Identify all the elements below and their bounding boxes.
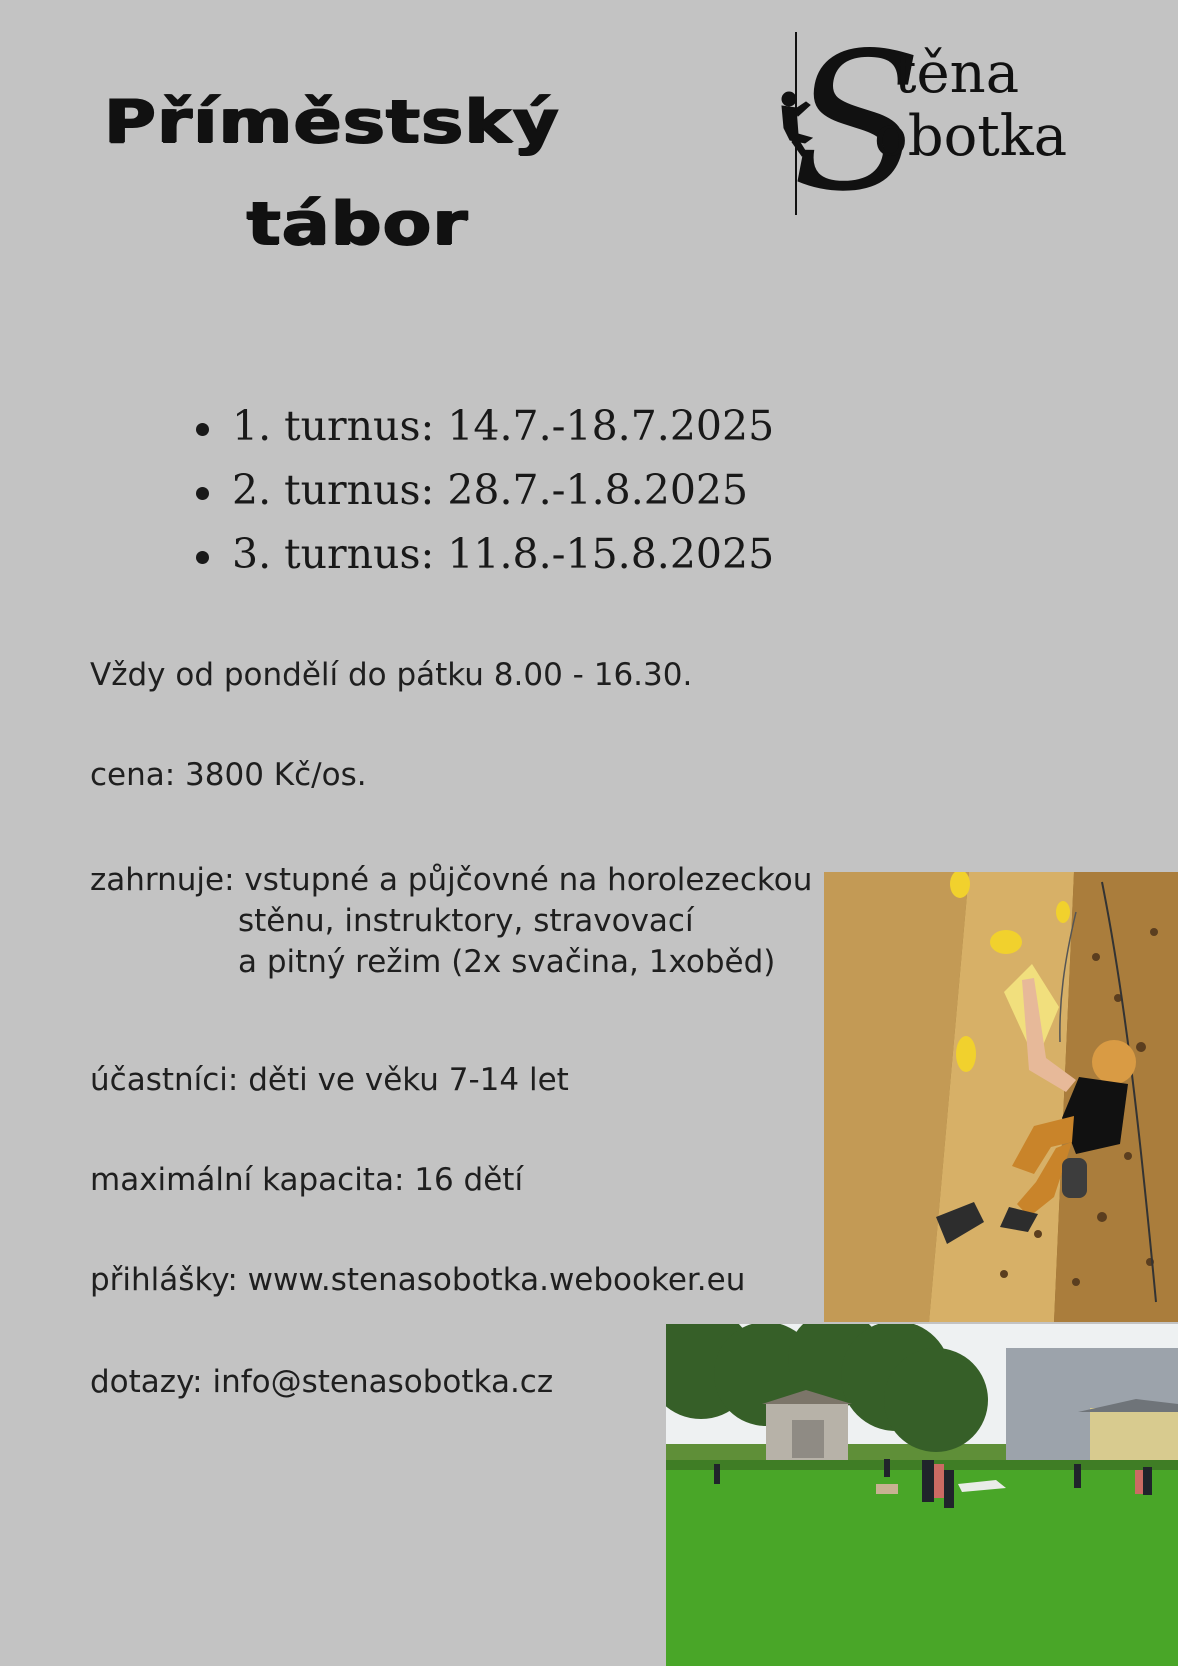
logo-word-2: obotka <box>874 104 1068 169</box>
schedule-text: Vždy od pondělí do pátku 8.00 - 16.30. <box>90 657 693 693</box>
questions-text: dotazy: info@stenasobotka.cz <box>90 1364 554 1400</box>
climbing-photo <box>824 872 1178 1322</box>
participants-text: účastníci: děti ve věku 7-14 let <box>90 1062 569 1098</box>
logo-letter-s: S <box>792 12 923 230</box>
title-line-1: Příměstský <box>104 87 561 157</box>
term-item-2: 2. turnus: 28.7.-1.8.2025 <box>196 464 774 516</box>
page-title <box>104 87 859 259</box>
title-line-2: tábor <box>246 189 469 259</box>
logo <box>772 10 1162 230</box>
includes-line-3: a pitný režim (2x svačina, 1xoběd) <box>238 944 776 980</box>
term-item-3: 3. turnus: 11.8.-15.8.2025 <box>196 528 774 580</box>
includes-text <box>90 860 812 983</box>
term-list <box>196 400 774 592</box>
outdoor-photo <box>666 1324 1178 1666</box>
includes-line-1: zahrnuje: vstupné a půjčovné na horolezeckou <box>90 862 813 898</box>
term-item-1: 1. turnus: 14.7.-18.7.2025 <box>196 400 774 452</box>
price-text: cena: 3800 Kč/os. <box>90 757 367 793</box>
includes-line-2: stěnu, instruktory, stravovací <box>238 903 694 939</box>
logo-word-1: těna <box>894 41 1020 106</box>
registration-text: přihlášky: www.stenasobotka.webooker.eu <box>90 1262 746 1298</box>
capacity-text: maximální kapacita: 16 dětí <box>90 1162 524 1198</box>
